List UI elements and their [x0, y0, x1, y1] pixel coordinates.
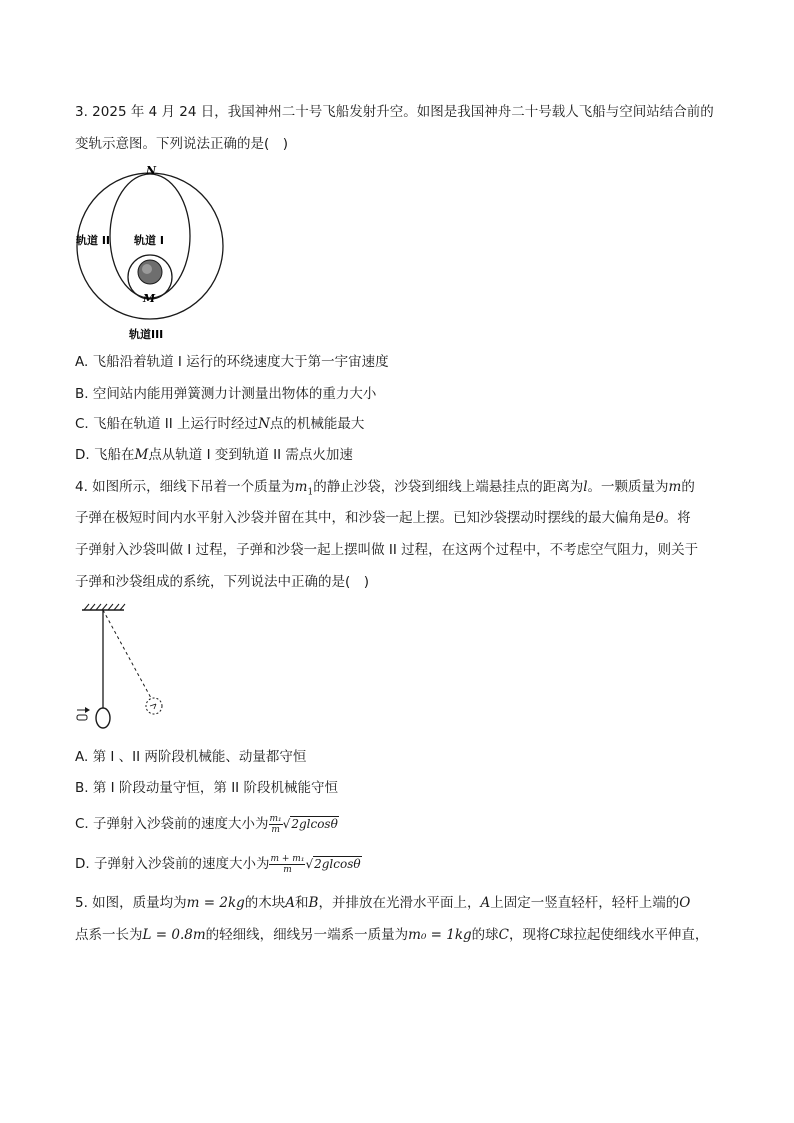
orbit-transfer-diagram — [72, 160, 232, 345]
label-n: N — [146, 164, 157, 177]
label-orbit-2: 轨道 II — [76, 234, 111, 247]
q4-stem-line3: 子弹射入沙袋叫做 I 过程，子弹和沙袋一起上摆叫做 II 过程，在这两个过程中，不考虑空气阻力，则关于 — [75, 542, 699, 558]
bullet — [77, 715, 87, 720]
q3-stem-line2: 变轨示意图。下列说法正确的是( ) — [75, 136, 289, 152]
q4-option-c[interactable]: C. 子弹射入沙袋前的速度大小为 $\frac{\text{m₁}}{m}$ √2glcosθ — [75, 813, 338, 835]
q3-option-c[interactable]: C. 飞船在轨道 II 上运行时经过N点的机械能最大 — [75, 416, 365, 432]
q3-option-d[interactable]: D. 飞船在M点从轨道 I 变到轨道 II 需点火加速 — [75, 447, 353, 463]
string-deflected — [103, 610, 151, 698]
q5-stem-line1: 5. 如图，质量均为m = 2kg的木块A和B，并排放在光滑水平面上，A上固定一竖直轻杆，轻杆上端的O — [75, 895, 691, 911]
q4-stem-line4: 子弹和沙袋组成的系统，下列说法中正确的是( ) — [75, 574, 370, 590]
q4-stem-line2: 子弹在极短时间内水平射入沙袋并留在其中，和沙袋一起上摆。已知沙袋摆动时摆线的最大偏角是θ。将 — [75, 510, 691, 526]
q5-stem-line2: 点系一长为L = 0.8m的轻细线，细线另一端系一质量为m₀ = 1kg的球C，现将C球拉起使细线水平伸直， — [75, 927, 709, 943]
label-m: M — [143, 292, 156, 305]
q3-stem-line1: 3. 2025 年 4 月 24 日，我国神州二十号飞船发射升空。如图是我国神舟二十号载人飞船与空间站结合前的 — [75, 104, 714, 120]
pendulum-diagram — [70, 600, 180, 735]
q3-option-a[interactable]: A. 飞船沿着轨道 I 运行的环绕速度大于第一宇宙速度 — [75, 354, 389, 370]
sandbag-raised — [146, 698, 162, 714]
q3-option-b[interactable]: B. 空间站内能用弹簧测力计测量出物体的重力大小 — [75, 386, 377, 402]
q4-option-b[interactable]: B. 第 I 阶段动量守恒，第 II 阶段机械能守恒 — [75, 780, 338, 796]
q4-stem-line1: 4. 如图所示，细线下吊着一个质量为$m_1$的静止沙袋，沙袋到细线上端悬挂点的距离为l。一颗质量为m的 — [75, 479, 695, 498]
label-orbit-1: 轨道 I — [134, 234, 164, 247]
q4-option-d[interactable]: D. 子弹射入沙袋前的速度大小为 $\frac{\text{m + m₁}}{m}$ √2glcosθ — [75, 853, 361, 875]
label-orbit-3: 轨道III — [129, 328, 164, 341]
q4-option-a[interactable]: A. 第 I 、II 两阶段机械能、动量都守恒 — [75, 749, 307, 765]
sandbag — [96, 708, 110, 728]
